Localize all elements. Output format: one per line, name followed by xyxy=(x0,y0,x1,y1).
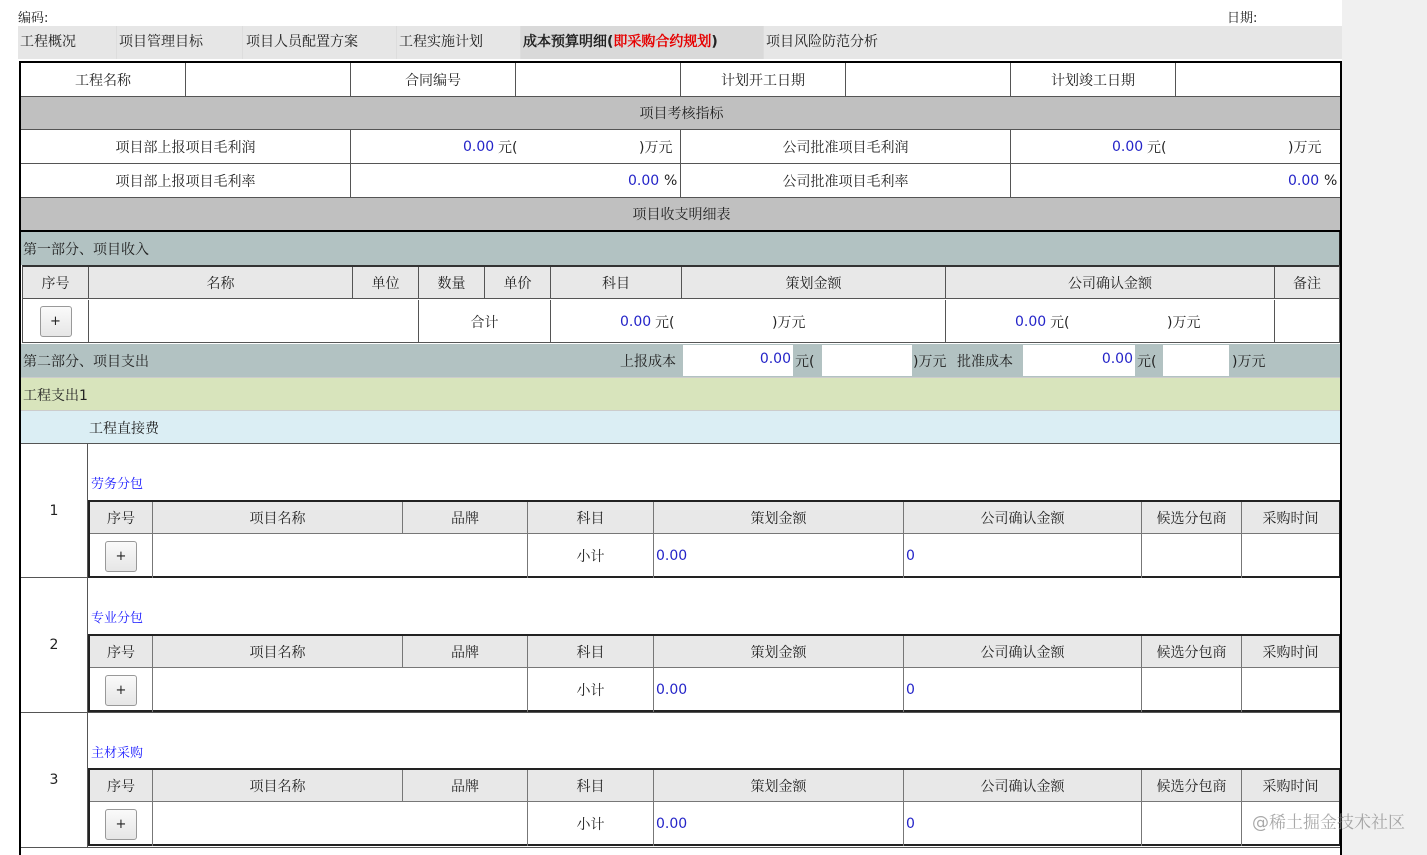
approved-profit-value: 0.00 xyxy=(1112,138,1144,155)
col-index: 序号 xyxy=(90,770,153,801)
item-subtable xyxy=(88,500,1342,578)
tab-overview[interactable] xyxy=(18,26,117,59)
item-title: 劳务分包 xyxy=(91,477,144,492)
border xyxy=(1339,232,1342,265)
expense-section-label: 第二部分、项目支出 xyxy=(23,354,149,370)
col-confirmed-amount: 公司确认金额 xyxy=(904,770,1142,801)
col-purchase-time: 采购时间 xyxy=(1242,770,1339,801)
col-quantity: 数量 xyxy=(419,267,485,298)
reported-cost-value: 0.00 xyxy=(759,351,791,367)
wan-close: )万元 xyxy=(913,354,947,370)
date-label: 日期: xyxy=(1227,11,1258,26)
item-add-cell xyxy=(90,534,153,578)
yuan-open: 元( xyxy=(1147,139,1167,156)
reported-profit-label: 项目部上报项目毛利润 xyxy=(21,130,351,163)
col-confirmed-amount: 公司确认金额 xyxy=(946,267,1275,298)
tab-label: 项目管理目标 xyxy=(119,34,203,50)
purchase-time-cell[interactable] xyxy=(1242,668,1339,712)
percent-sign: % xyxy=(1324,172,1338,189)
col-candidate-subcontractor: 候选分包商 xyxy=(1142,770,1242,801)
tab-staffing[interactable] xyxy=(243,26,397,59)
col-item-name: 项目名称 xyxy=(153,502,403,533)
direct-cost-label: 工程直接费 xyxy=(89,421,159,437)
rate-row xyxy=(21,164,1342,197)
project-name-label: 工程名称 xyxy=(21,63,186,96)
item-index: 3 xyxy=(21,713,88,847)
item-add-cell xyxy=(90,802,153,846)
reported-cost-input[interactable] xyxy=(683,345,793,376)
tab-risk-analysis[interactable] xyxy=(764,26,904,59)
approved-rate-field[interactable] xyxy=(1011,164,1342,197)
expense-item-1 xyxy=(21,444,1342,578)
item-blank xyxy=(153,668,528,712)
item-add-button[interactable]: + xyxy=(105,809,137,840)
code-label: 编码: xyxy=(18,11,49,26)
approved-cost-label: 批准成本 xyxy=(957,354,1013,370)
col-planned-amount: 策划金额 xyxy=(654,636,904,667)
watermark: @稀土掘金技术社区 xyxy=(1252,813,1405,833)
wan-close: )万元 xyxy=(1288,139,1322,156)
approved-profit-label: 公司批准项目毛利润 xyxy=(681,130,1011,163)
col-planned-amount: 策划金额 xyxy=(682,267,946,298)
tab-schedule[interactable] xyxy=(396,26,521,59)
col-item-name: 项目名称 xyxy=(153,636,403,667)
planned-end-value[interactable] xyxy=(1176,63,1342,96)
purchase-time-cell[interactable] xyxy=(1242,534,1339,578)
details-title-row xyxy=(21,198,1342,230)
approved-rate-label: 公司批准项目毛利率 xyxy=(681,164,1011,197)
project-info-row xyxy=(21,63,1342,96)
subtotal-confirmed: 0 xyxy=(904,534,1142,578)
profit-row xyxy=(21,130,1342,163)
expense-group-label: 工程支出1 xyxy=(23,388,88,404)
reported-rate-field[interactable] xyxy=(351,164,681,197)
approved-cost-input[interactable] xyxy=(1023,345,1135,376)
reported-rate-value: 0.00 xyxy=(628,172,660,189)
income-header xyxy=(23,267,1339,299)
item-blank xyxy=(153,802,528,846)
income-remarks[interactable] xyxy=(1275,300,1339,343)
tab-management-goals[interactable] xyxy=(117,26,243,59)
yuan-open: 元( xyxy=(795,354,815,370)
col-planned-amount: 策划金额 xyxy=(654,770,904,801)
col-subject: 科目 xyxy=(528,636,654,667)
income-confirmed-value: 0.00 xyxy=(1015,313,1047,330)
subtotal-label: 小计 xyxy=(528,668,654,712)
col-index: 序号 xyxy=(90,636,153,667)
col-brand: 品牌 xyxy=(403,502,528,533)
subtotal-planned: 0.00 xyxy=(654,534,904,578)
details-title: 项目收支明细表 xyxy=(632,207,731,223)
planned-end-label: 计划竣工日期 xyxy=(1011,63,1176,96)
tab-label: 工程概况 xyxy=(20,34,76,50)
subtotal-label: 小计 xyxy=(528,534,654,578)
item-title: 主材采购 xyxy=(91,746,144,761)
col-confirmed-amount: 公司确认金额 xyxy=(904,636,1142,667)
subtotal-confirmed: 0 xyxy=(904,802,1142,846)
yuan-open: 元( xyxy=(498,139,518,156)
wan-close: )万元 xyxy=(1167,314,1201,331)
reported-cost-wan-input[interactable] xyxy=(822,345,912,376)
wan-close: )万元 xyxy=(639,139,673,156)
col-item-name: 项目名称 xyxy=(153,770,403,801)
col-unit-price: 单价 xyxy=(485,267,551,298)
subtotal-planned: 0.00 xyxy=(654,668,904,712)
income-planned-value: 0.00 xyxy=(620,313,652,330)
col-candidate-subcontractor: 候选分包商 xyxy=(1142,502,1242,533)
tab-bar xyxy=(18,26,1342,59)
tab-label-end: ) xyxy=(711,34,718,50)
expense-item-2 xyxy=(21,578,1342,713)
income-total-label: 合计 xyxy=(419,300,551,343)
col-planned-amount: 策划金额 xyxy=(654,502,904,533)
yuan-open: 元( xyxy=(1137,354,1157,370)
percent-sign: % xyxy=(664,172,678,189)
expense-item-3 xyxy=(21,713,1342,848)
approved-profit-field[interactable] xyxy=(1011,130,1342,163)
tab-cost-budget[interactable] xyxy=(521,26,764,59)
approved-rate-value: 0.00 xyxy=(1288,172,1320,189)
tab-label-highlight: 即采购合约规划 xyxy=(613,34,712,50)
subtotal-planned: 0.00 xyxy=(654,802,904,846)
reported-profit-value: 0.00 xyxy=(463,138,495,155)
direct-cost-row xyxy=(21,410,1342,443)
col-candidate-subcontractor: 候选分包商 xyxy=(1142,636,1242,667)
col-unit: 单位 xyxy=(353,267,419,298)
income-planned-field[interactable] xyxy=(551,300,946,343)
wan-close: )万元 xyxy=(1232,354,1266,370)
item-subtable xyxy=(88,768,1342,846)
subtotal-label: 小计 xyxy=(528,802,654,846)
tab-label: 项目风险防范分析 xyxy=(766,34,878,50)
income-section-row xyxy=(21,232,1342,265)
col-purchase-time: 采购时间 xyxy=(1242,636,1339,667)
col-brand: 品牌 xyxy=(403,770,528,801)
col-confirmed-amount: 公司确认金额 xyxy=(904,502,1142,533)
reported-cost-label: 上报成本 xyxy=(620,354,676,370)
reported-rate-label: 项目部上报项目毛利率 xyxy=(21,164,351,197)
assessment-title-row xyxy=(21,97,1342,129)
item-blank xyxy=(153,534,528,578)
candidate-cell[interactable] xyxy=(1142,668,1242,712)
income-section-label: 第一部分、项目收入 xyxy=(23,242,149,258)
income-add-cell xyxy=(23,300,89,343)
income-blank xyxy=(89,300,419,343)
item-title: 专业分包 xyxy=(91,611,144,626)
budget-form xyxy=(19,61,1342,855)
col-remarks: 备注 xyxy=(1293,275,1321,292)
reported-profit-field[interactable] xyxy=(351,130,681,163)
col-subject: 科目 xyxy=(528,502,654,533)
expense-group-row xyxy=(21,377,1342,410)
item-index: 2 xyxy=(21,578,88,712)
tab-label: 成本预算明细( xyxy=(523,34,614,50)
assessment-title: 项目考核指标 xyxy=(639,106,724,122)
col-subject: 科目 xyxy=(528,770,654,801)
candidate-cell[interactable] xyxy=(1142,802,1242,846)
contract-number-value[interactable] xyxy=(516,63,681,96)
contract-number-label: 合同编号 xyxy=(351,63,516,96)
approved-cost-value: 0.00 xyxy=(1101,351,1133,367)
income-table xyxy=(22,265,1340,343)
income-total-row xyxy=(23,300,1339,343)
approved-cost-wan-input[interactable] xyxy=(1163,345,1229,376)
item-subtable xyxy=(88,634,1342,712)
col-subject: 科目 xyxy=(551,267,682,298)
income-add-button[interactable]: + xyxy=(40,306,72,337)
col-index: 序号 xyxy=(23,267,89,298)
candidate-cell[interactable] xyxy=(1142,534,1242,578)
income-confirmed-field[interactable] xyxy=(946,300,1275,343)
planned-start-label: 计划开工日期 xyxy=(681,63,846,96)
item-add-cell xyxy=(90,668,153,712)
yuan-open: 元( xyxy=(655,314,675,331)
planned-start-value[interactable] xyxy=(846,63,1011,96)
col-purchase-time: 采购时间 xyxy=(1242,502,1339,533)
col-brand: 品牌 xyxy=(403,636,528,667)
subtotal-confirmed: 0 xyxy=(904,668,1142,712)
expense-items xyxy=(21,444,1342,855)
yuan-open: 元( xyxy=(1050,314,1070,331)
project-name-value[interactable] xyxy=(186,63,351,96)
item-add-button[interactable]: + xyxy=(105,675,137,706)
item-index: 1 xyxy=(21,444,88,577)
expense-section-row xyxy=(21,344,1342,377)
tab-label: 项目人员配置方案 xyxy=(246,34,358,50)
tab-label: 工程实施计划 xyxy=(399,34,483,50)
col-index: 序号 xyxy=(90,502,153,533)
item-add-button[interactable]: + xyxy=(105,541,137,572)
wan-close: )万元 xyxy=(772,314,806,331)
col-name: 名称 xyxy=(89,267,353,298)
